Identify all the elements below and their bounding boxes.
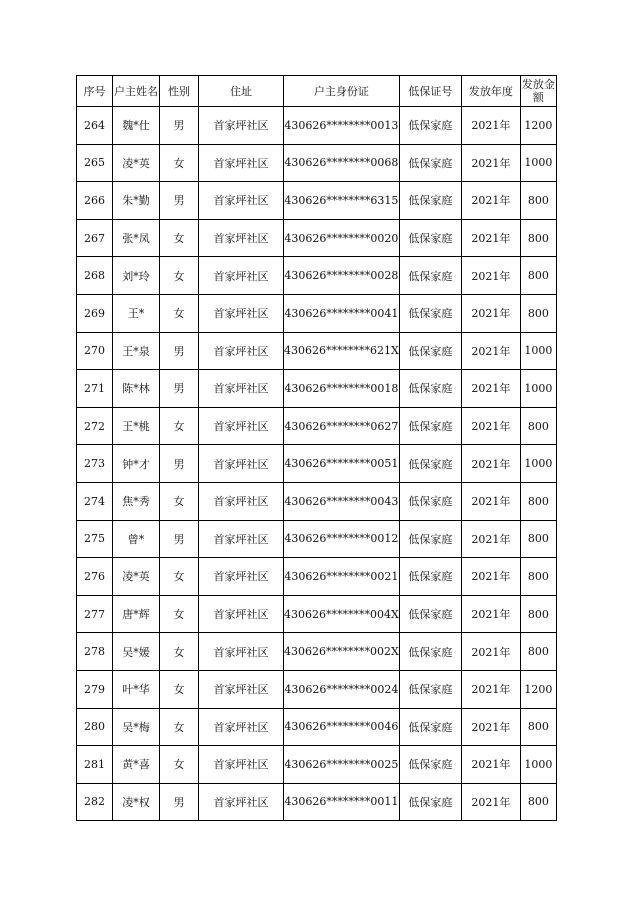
householder-name-cell: 凌*英 <box>113 558 160 596</box>
address-cell: 首家坪社区 <box>199 107 284 145</box>
householder-name-cell: 王*泉 <box>113 332 160 370</box>
table-row <box>77 445 557 483</box>
id-card-cell: 430626********0051 <box>284 445 400 483</box>
address-cell: 首家坪社区 <box>199 294 284 332</box>
year-cell: 2021年 <box>461 445 520 483</box>
table-row <box>77 595 557 633</box>
certificate-number-cell: 低保家庭 <box>399 746 461 784</box>
id-card-cell: 430626********0020 <box>284 219 400 257</box>
gender-cell: 男 <box>160 783 199 821</box>
serial-number-cell: 266 <box>77 182 113 220</box>
amount-cell: 800 <box>520 257 556 295</box>
table-row <box>77 219 557 257</box>
householder-name-cell: 凌*英 <box>113 144 160 182</box>
table-row <box>77 107 557 145</box>
table-row <box>77 182 557 220</box>
serial-number-cell: 277 <box>77 595 113 633</box>
gender-cell: 女 <box>160 708 199 746</box>
gender-cell: 男 <box>160 332 199 370</box>
header-amount: 发放金额 <box>520 76 556 107</box>
address-cell: 首家坪社区 <box>199 482 284 520</box>
year-cell: 2021年 <box>461 558 520 596</box>
gender-cell: 男 <box>160 445 199 483</box>
serial-number-cell: 267 <box>77 219 113 257</box>
certificate-number-cell: 低保家庭 <box>399 107 461 145</box>
amount-cell: 800 <box>520 182 556 220</box>
amount-cell: 800 <box>520 482 556 520</box>
certificate-number-cell: 低保家庭 <box>399 633 461 671</box>
householder-name-cell: 焦*秀 <box>113 482 160 520</box>
table-row <box>77 294 557 332</box>
gender-cell: 男 <box>160 520 199 558</box>
table-row <box>77 708 557 746</box>
gender-cell: 女 <box>160 482 199 520</box>
table-header-row <box>77 76 557 107</box>
serial-number-cell: 268 <box>77 257 113 295</box>
gender-cell: 女 <box>160 219 199 257</box>
certificate-number-cell: 低保家庭 <box>399 520 461 558</box>
amount-cell: 1200 <box>520 107 556 145</box>
year-cell: 2021年 <box>461 633 520 671</box>
table-row <box>77 144 557 182</box>
year-cell: 2021年 <box>461 257 520 295</box>
year-cell: 2021年 <box>461 670 520 708</box>
id-card-cell: 430626********002X <box>284 633 400 671</box>
table-row <box>77 370 557 408</box>
address-cell: 首家坪社区 <box>199 595 284 633</box>
serial-number-cell: 280 <box>77 708 113 746</box>
table-row <box>77 746 557 784</box>
householder-name-cell: 唐*辉 <box>113 595 160 633</box>
amount-cell: 1000 <box>520 746 556 784</box>
gender-cell: 女 <box>160 633 199 671</box>
id-card-cell: 430626********0018 <box>284 370 400 408</box>
householder-name-cell: 刘*玲 <box>113 257 160 295</box>
address-cell: 首家坪社区 <box>199 445 284 483</box>
year-cell: 2021年 <box>461 783 520 821</box>
table-row <box>77 332 557 370</box>
address-cell: 首家坪社区 <box>199 670 284 708</box>
amount-cell: 1200 <box>520 670 556 708</box>
id-card-cell: 430626********6315 <box>284 182 400 220</box>
year-cell: 2021年 <box>461 708 520 746</box>
year-cell: 2021年 <box>461 520 520 558</box>
amount-cell: 1000 <box>520 332 556 370</box>
householder-name-cell: 吴*媛 <box>113 633 160 671</box>
header-year: 发放年度 <box>461 76 520 107</box>
gender-cell: 女 <box>160 407 199 445</box>
year-cell: 2021年 <box>461 144 520 182</box>
table-row <box>77 558 557 596</box>
id-card-cell: 430626********004X <box>284 595 400 633</box>
serial-number-cell: 269 <box>77 294 113 332</box>
gender-cell: 女 <box>160 257 199 295</box>
serial-number-cell: 264 <box>77 107 113 145</box>
amount-cell: 800 <box>520 294 556 332</box>
id-card-cell: 430626********0013 <box>284 107 400 145</box>
serial-number-cell: 270 <box>77 332 113 370</box>
gender-cell: 男 <box>160 182 199 220</box>
table-row <box>77 257 557 295</box>
serial-number-cell: 276 <box>77 558 113 596</box>
gender-cell: 女 <box>160 595 199 633</box>
amount-cell: 1000 <box>520 144 556 182</box>
householder-name-cell: 吴*梅 <box>113 708 160 746</box>
gender-cell: 男 <box>160 370 199 408</box>
certificate-number-cell: 低保家庭 <box>399 595 461 633</box>
gender-cell: 女 <box>160 558 199 596</box>
amount-cell: 1000 <box>520 370 556 408</box>
year-cell: 2021年 <box>461 482 520 520</box>
year-cell: 2021年 <box>461 746 520 784</box>
certificate-number-cell: 低保家庭 <box>399 708 461 746</box>
year-cell: 2021年 <box>461 370 520 408</box>
gender-cell: 女 <box>160 294 199 332</box>
certificate-number-cell: 低保家庭 <box>399 783 461 821</box>
table-row <box>77 670 557 708</box>
table-row <box>77 482 557 520</box>
address-cell: 首家坪社区 <box>199 257 284 295</box>
id-card-cell: 430626********0068 <box>284 144 400 182</box>
id-card-cell: 430626********0043 <box>284 482 400 520</box>
certificate-number-cell: 低保家庭 <box>399 294 461 332</box>
householder-name-cell: 魏*仕 <box>113 107 160 145</box>
id-card-cell: 430626********0012 <box>284 520 400 558</box>
year-cell: 2021年 <box>461 407 520 445</box>
header-id-card: 户主身份证 <box>284 76 400 107</box>
householder-name-cell: 王* <box>113 294 160 332</box>
address-cell: 首家坪社区 <box>199 144 284 182</box>
householder-name-cell: 朱*勤 <box>113 182 160 220</box>
householder-name-cell: 曾* <box>113 520 160 558</box>
certificate-number-cell: 低保家庭 <box>399 670 461 708</box>
gender-cell: 女 <box>160 144 199 182</box>
address-cell: 首家坪社区 <box>199 370 284 408</box>
gender-cell: 女 <box>160 746 199 784</box>
amount-cell: 800 <box>520 407 556 445</box>
id-card-cell: 430626********0046 <box>284 708 400 746</box>
householder-name-cell: 陈*林 <box>113 370 160 408</box>
serial-number-cell: 279 <box>77 670 113 708</box>
header-serial-number: 序号 <box>77 76 113 107</box>
table-row <box>77 407 557 445</box>
table-row <box>77 633 557 671</box>
certificate-number-cell: 低保家庭 <box>399 144 461 182</box>
householder-name-cell: 钟*才 <box>113 445 160 483</box>
address-cell: 首家坪社区 <box>199 783 284 821</box>
table-row <box>77 520 557 558</box>
amount-cell: 800 <box>520 708 556 746</box>
certificate-number-cell: 低保家庭 <box>399 407 461 445</box>
serial-number-cell: 265 <box>77 144 113 182</box>
amount-cell: 800 <box>520 520 556 558</box>
serial-number-cell: 282 <box>77 783 113 821</box>
address-cell: 首家坪社区 <box>199 708 284 746</box>
certificate-number-cell: 低保家庭 <box>399 332 461 370</box>
address-cell: 首家坪社区 <box>199 746 284 784</box>
certificate-number-cell: 低保家庭 <box>399 445 461 483</box>
address-cell: 首家坪社区 <box>199 332 284 370</box>
header-address: 住址 <box>199 76 284 107</box>
householder-name-cell: 张*凤 <box>113 219 160 257</box>
id-card-cell: 430626********0011 <box>284 783 400 821</box>
householder-name-cell: 王*桃 <box>113 407 160 445</box>
serial-number-cell: 272 <box>77 407 113 445</box>
serial-number-cell: 271 <box>77 370 113 408</box>
id-card-cell: 430626********0028 <box>284 257 400 295</box>
householder-name-cell: 凌*权 <box>113 783 160 821</box>
address-cell: 首家坪社区 <box>199 633 284 671</box>
amount-cell: 800 <box>520 219 556 257</box>
year-cell: 2021年 <box>461 332 520 370</box>
table-row <box>77 783 557 821</box>
householder-name-cell: 黄*喜 <box>113 746 160 784</box>
year-cell: 2021年 <box>461 595 520 633</box>
address-cell: 首家坪社区 <box>199 520 284 558</box>
header-gender: 性别 <box>160 76 199 107</box>
certificate-number-cell: 低保家庭 <box>399 182 461 220</box>
id-card-cell: 430626********0627 <box>284 407 400 445</box>
serial-number-cell: 273 <box>77 445 113 483</box>
relief-recipient-table <box>76 75 557 821</box>
header-householder-name: 户主姓名 <box>113 76 160 107</box>
amount-cell: 1000 <box>520 445 556 483</box>
amount-cell: 800 <box>520 783 556 821</box>
address-cell: 首家坪社区 <box>199 407 284 445</box>
amount-cell: 800 <box>520 558 556 596</box>
id-card-cell: 430626********0021 <box>284 558 400 596</box>
year-cell: 2021年 <box>461 219 520 257</box>
address-cell: 首家坪社区 <box>199 182 284 220</box>
address-cell: 首家坪社区 <box>199 558 284 596</box>
relief-table-sheet <box>76 75 557 821</box>
amount-cell: 800 <box>520 633 556 671</box>
serial-number-cell: 274 <box>77 482 113 520</box>
serial-number-cell: 278 <box>77 633 113 671</box>
id-card-cell: 430626********0024 <box>284 670 400 708</box>
serial-number-cell: 275 <box>77 520 113 558</box>
serial-number-cell: 281 <box>77 746 113 784</box>
certificate-number-cell: 低保家庭 <box>399 558 461 596</box>
year-cell: 2021年 <box>461 107 520 145</box>
gender-cell: 女 <box>160 670 199 708</box>
header-certificate-number: 低保证号 <box>399 76 461 107</box>
certificate-number-cell: 低保家庭 <box>399 370 461 408</box>
year-cell: 2021年 <box>461 294 520 332</box>
certificate-number-cell: 低保家庭 <box>399 482 461 520</box>
id-card-cell: 430626********0041 <box>284 294 400 332</box>
certificate-number-cell: 低保家庭 <box>399 219 461 257</box>
certificate-number-cell: 低保家庭 <box>399 257 461 295</box>
householder-name-cell: 叶*华 <box>113 670 160 708</box>
address-cell: 首家坪社区 <box>199 219 284 257</box>
table-body <box>77 107 557 821</box>
gender-cell: 男 <box>160 107 199 145</box>
year-cell: 2021年 <box>461 182 520 220</box>
amount-cell: 800 <box>520 595 556 633</box>
id-card-cell: 430626********0025 <box>284 746 400 784</box>
id-card-cell: 430626********621X <box>284 332 400 370</box>
